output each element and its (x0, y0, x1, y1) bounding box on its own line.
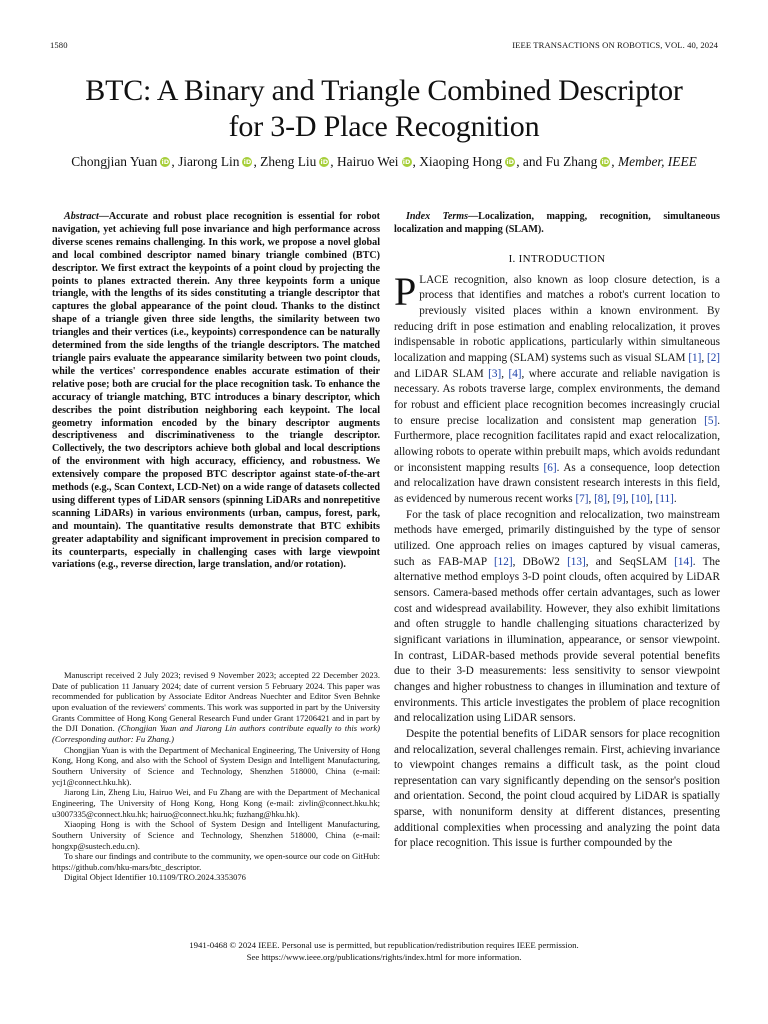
author: Jiarong Lin iD (178, 154, 252, 169)
orcid-icon[interactable]: iD (320, 158, 329, 166)
citation-link[interactable]: [10] (631, 493, 650, 505)
orcid-icon[interactable]: iD (506, 158, 514, 166)
abstract-label: Abstract (64, 211, 99, 222)
abstract (52, 211, 380, 572)
rights-url-line: See https://www.ieee.org/publications/rights/index.html for more information. (246, 951, 522, 962)
page-number: 1580 (50, 40, 68, 50)
citation-link[interactable]: [13] (567, 555, 586, 568)
orcid-icon[interactable]: iD (243, 158, 252, 166)
title-line-2: for 3-D Place Recognition (228, 110, 540, 143)
author-list: Chongjian Yuan iD , Jiarong Lin iD , Zheng Liu iD , Hairuo Wei iD , Xiaoping Hong iD , and Fu Zhang iD , Member, IEEE (71, 154, 697, 169)
section-title: NTRODUCTION (522, 252, 606, 265)
author-membership: Member, IEEE (617, 154, 697, 169)
right-column (394, 211, 720, 852)
author: Xiaoping Hong iD (419, 154, 514, 169)
orcid-icon[interactable]: iD (601, 158, 610, 166)
citation-link[interactable]: [2] (706, 352, 721, 365)
paragraph: Despite the potential benefits of LiDAR sensors for place recognition and relocalization, several challenges remain. First, achieving invariance to viewpoint changes remains a difficult task, as the point cloud representation can vary significantly depending on the sensor's position and orientation. Second, the point cloud acquired by LiDAR is spatially sparse, with nonuniform density at different distances, presenting additional complexities when processing and analyzing the point data for place recognition. This issue is further compounded by the (394, 727, 720, 850)
citation-link[interactable]: [5] (704, 414, 718, 427)
index-terms-label: Index Terms (406, 211, 469, 222)
index-terms (394, 211, 720, 237)
journal-name: IEEE TRANSACTIONS ON ROBOTICS, VOL. 40, 2024 (512, 40, 718, 50)
citation-link[interactable]: [3] (488, 367, 502, 380)
paper-title (40, 73, 728, 145)
author: Zheng Liu iD (260, 154, 329, 169)
author: and Fu Zhang iD (522, 154, 610, 169)
section-number: I. (508, 252, 516, 265)
paragraph: PLACE recognition, also known as loop closure detection, is a process that identifies and matches a robot's current location to previously visited places within a known environment. By reducing drift in pose estimation and enabling relocalization, it proves indispensable in robotic applications, particularly within simultaneous localization and mapping (SLAM) systems such as visual SLAM [1], [2] and LiDAR SLAM [3], [4], where accurate and reliable navigation is necessary. As robots traverse large, complex environments, the demand for robust and efficient place recognition becomes increasingly crucial to ensure precise localization and consistent map generation [5]. Furthermore, place recognition facilitates rapid and exact relocalization, allowing robots to operate within prebuilt maps, which avoids redundant or inconsistent mapping results [6]. As a consequence, loop detection and relocalization have drawn consistent research interests in this field, as evidenced by numerous recent works [7], [8], [9], [10], [11]. (394, 268, 721, 505)
affiliation-note: Chongjian Yuan is with the Department of Mechanical Engineering, The University of Hong Kong, Hong Kong, and also with the School of System Design and Intelligent Manufacturing, Southern University of Science and Technology, Shenzhen 518000, China (e-mail: ycj1@connect.hku.hk). (52, 744, 380, 787)
running-head (50, 40, 718, 54)
citation-link[interactable]: [6] (543, 461, 557, 474)
citation-link[interactable]: [1] (688, 352, 702, 365)
drop-cap: P (394, 268, 417, 314)
left-column (52, 211, 380, 572)
section-title-initial: I (518, 252, 523, 265)
abstract-text: —Accurate and robust place recognition is essential for robot navigation, yet achieving full pose invariance and high performance across diverse scenes remains challenging. In this work, we propose a novel global and local combined descriptor named binary triangle combined (BTC) descriptor. We first extract the keypoints of a point cloud by projecting the points to planes extracted therein. Any three keypoints form a unique triangle, with the lengths of its sides constituting a triangle descriptor that captures the global appearance of the point cloud. Thanks to the distinct shape of a triangle given three side lengths, the similarity between two triangles and their vertices (i.e., keypoints) correspondence can be naturally determined from the side lengths of the triangle descriptors. The matched triangle pairs evaluate the appearance similarity between two point clouds, while the vertices' correspondence enables accurate estimation of their relative pose; both are crucial for the place recognition task. To enhance the accuracy of triangle matching, BTC introduces a binary descriptor, which describes the point distribution neighboring each keypoint. The local geometry information encoded by the binary descriptor augments descriptiveness and discriminativeness to the triangle descriptor. Collectively, the two descriptors achieve both global and local descriptions of the environment with high accuracy, efficiency, and robustness. We extensively compare the proposed BTC descriptor against state-of-the-art methods (e.g., Scan Context, LCD-Net) on a wide range of datasets collected using different types of LiDAR sensors (spinning LiDARs and nonrepetitive scanning LiDARs) in various environments (urban, campus, forest, park, and mountain). The quantitative results demonstrate that BTC exhibits greater adaptability and significant improvement in precision compared to its counterparts, especially in challenging cases with large viewpoint variations (e.g., reverse direction, large translation, and/or rotation). (52, 211, 380, 571)
citation-link[interactable]: [8] (594, 493, 608, 505)
copyright-notice (40, 940, 728, 963)
copyright-line: 1941-0468 © 2024 IEEE. Personal use is permitted, but republication/redistribution requires IEEE permission. (189, 940, 579, 950)
orcid-icon[interactable]: iD (161, 158, 170, 166)
citation-link[interactable]: [7] (575, 493, 589, 505)
author: Hairuo Wei iD (337, 154, 411, 169)
manuscript-note: Manuscript received 2 July 2023; revised 9 November 2023; accepted 22 December 2023. Date of publication 11 January 2024; date of current version 5 February 2024. This paper was recommended for publication by Associate Editor Andreas Nuechter and Editor Sven Behnke upon evaluation of the reviewers' comments. This work was supported in part by the University Grants Committee of Hong Kong General Research Fund under Grant 17206421 and in part by the DJI Donation. (Chongjian Yuan and Jiarong Lin authors contribute equally to this work) (Corresponding author: Fu Zhang.) (52, 670, 381, 744)
first-page-footnotes (52, 670, 380, 883)
author: Chongjian Yuan iD (71, 154, 170, 169)
citation-link[interactable]: [14] (674, 555, 693, 568)
citation-link[interactable]: [9] (612, 493, 626, 505)
citation-link[interactable]: [11] (655, 493, 674, 505)
title-line-1: BTC: A Binary and Triangle Combined Descriptor (85, 74, 683, 107)
code-availability-note: To share our findings and contribute to the community, we open-source our code on GitHub: https://github.com/hku-mars/btc_descriptor. (52, 851, 380, 872)
citation-link[interactable]: [4] (508, 367, 522, 380)
index-terms-text: —Localization, mapping, recognition, simultaneous localization and mapping (SLAM). (394, 211, 720, 235)
paragraph: For the task of place recognition and relocalization, two mainstream methods have emerged, primarily distinguished by the type of sensor utilized. One approach relies on images captured by visual cameras, such as FAB-MAP [12], DBoW2 [13], and SeqSLAM [14]. The alternative method employs 3-D point clouds, often acquired by LiDAR sensors. Camera-based methods offer certain advantages, such as lower cost and widespread availability. However, they also exhibit limitations and often struggle to handle challenging situations characterized by significant variations in illumination, appearance, or sensor viewpoint. In contrast, LiDAR-based methods provide several potential benefits due to their 3-D measurements: less sensitivity to sensor viewpoint changes and higher robustness to changes in illumination and texture of environments. This article investigates the problem of place recognition and relocalization using LiDAR sensors. (394, 508, 720, 725)
affiliation-note: Jiarong Lin, Zheng Liu, Hairuo Wei, and Fu Zhang are with the Department of Mechanical Engineering, The University of Hong Kong, Hong Kong (e-mail: zivlin@connect.hku.hk; u3007335@connect.hku.hk; hairuo@connect.hku.hk; fuzhang@hku.hk). (52, 787, 380, 819)
doi-note: Digital Object Identifier 10.1109/TRO.2024.3353076 (64, 872, 246, 883)
citation-link[interactable]: [12] (493, 555, 513, 568)
section-heading (394, 253, 720, 265)
orcid-icon[interactable]: iD (402, 158, 411, 166)
affiliation-note: Xiaoping Hong is with the School of System Design and Intelligent Manufacturing, Southern University of Science and Technology, Shenzhen 518000, China (e-mail: hongxp@sustech.edu.cn). (52, 819, 380, 851)
introduction-body (394, 268, 721, 852)
